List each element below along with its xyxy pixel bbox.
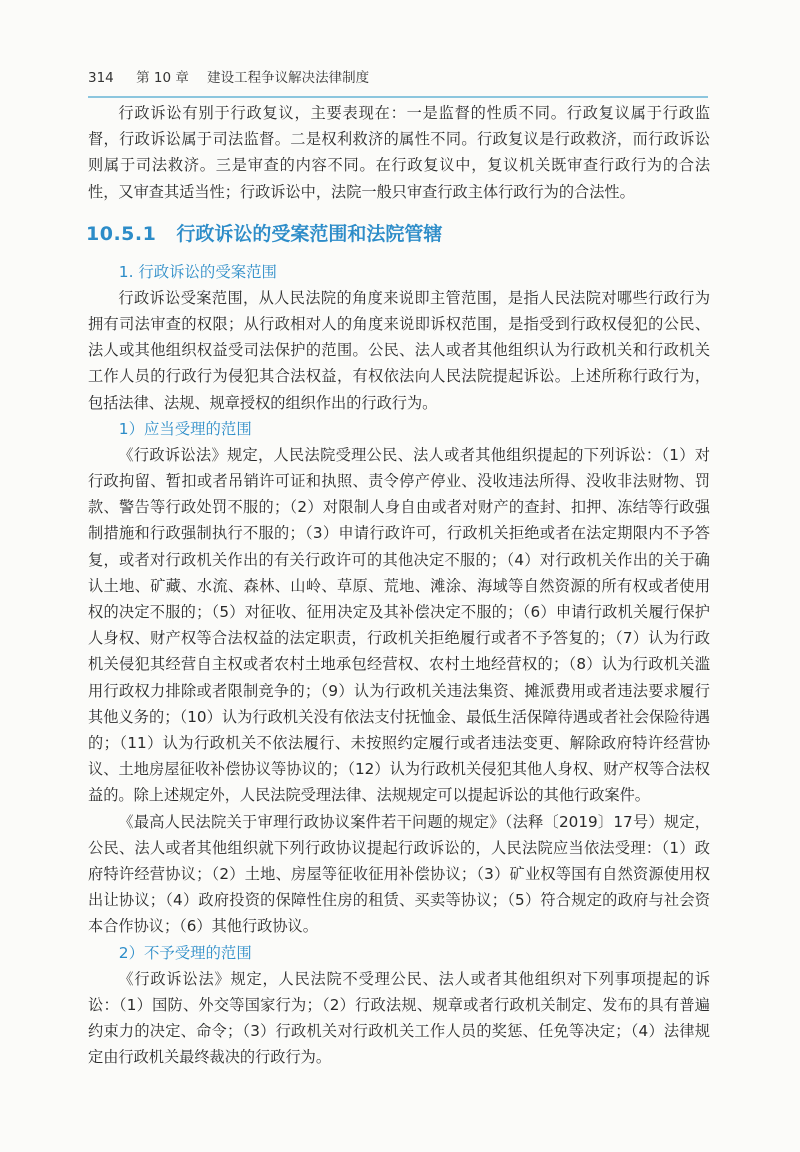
chapter-label: 第 10 章 [136,70,189,86]
page-header [88,66,708,98]
intro-paragraph: 行政诉讼有别于行政复议，主要表现在：一是监督的性质不同。行政复议属于行政监督，行政诉讼属于司法监督。二是权利救济的属性不同。行政复议是行政救济，而行政诉讼则属于司法救济。三是审查的内容不同。在行政复议中，复议机关既审查行政行为的合法性，又审查其适当性；行政诉讼中，法院一般只审查行政主体行政行为的合法性。 [88,104,710,201]
subsection-paragraph: 行政诉讼受案范围，从人民法院的角度来说即主管范围，是指人民法院对哪些行政行为拥有司法审查的权限；从行政相对人的角度来说即诉权范围，是指受到行政权侵犯的公民、法人或其他组织权益受司法保护的范围。公民、法人或者其他组织认为行政机关和行政机关工作人员的行政行为侵犯其合法权益，有权依法向人民法院提起诉讼。上述所称行政行为，包括法律、法规、规章授权的组织作出的行政行为。 [88,288,710,412]
chapter-title: 建设工程争议解决法律制度 [207,70,370,86]
accepted-paragraph-1: 《行政诉讼法》规定，人民法院受理公民、法人或者其他组织提起的下列诉讼：（1）对行政拘留、暂扣或者吊销许可证和执照、责令停产停业、没收违法所得、没收非法财物、罚款、警告等行政处罚不服的；（2）对限制人身自由或者对财产的查封、扣押、冻结等行政强制措施和行政强制执行不服的；（3）申请行政许可，行政机关拒绝或者在法定期限内不予答复，或者对行政机关作出的有关行政许可的其他决定不服的；（4）对行政机关作出的关于确认土地、矿藏、水流、森林、山岭、草原、荒地、滩涂、海域等自然资源的所有权或者使用权的决定不服的；（5）对征收、征用决定及其补偿决定不服的；（6）申请行政机关履行保护人身权、财产权等合法权益的法定职责，行政机关拒绝履行或者不予答复的；（7）认为行政机关侵犯其经营自主权或者农村土地承包经营权、农村土地经营权的；（8）认为行政机关滥用行政权力排除或者限制竞争的；（9）认为行政机关违法集资、摊派费用或者违法要求履行其他义务的；（10）认为行政机关没有依法支付抚恤金、最低生活保障待遇或者社会保险待遇的；（11）认为行政机关不依法履行、未按照约定履行或者违法变更、解除政府特许经营协议、土地房屋征收补偿协议等协议的；（12）认为行政机关侵犯其他人身权、财产权等合法权益的。除上述规定外，人民法院受理法律、法规规定可以提起诉讼的其他行政案件。 [88,445,710,805]
section-number: 10.5.1 [86,222,157,245]
section-title: 行政诉讼的受案范围和法院管辖 [176,222,443,245]
item-heading-accepted: 1）应当受理的范围 [118,419,252,438]
rejected-paragraph: 《行政诉讼法》规定，人民法院不受理公民、法人或者其他组织对下列事项提起的诉讼：（1）国防、外交等国家行为；（2）行政法规、规章或者行政机关制定、发布的具有普遍约束力的决定、命令；（3）行政机关对行政机关工作人员的奖惩、任免等决定；（4）法律规定由行政机关最终裁决的行政行为。 [88,969,710,1067]
page-number: 314 [88,70,114,86]
subsection-heading: 1. 行政诉讼的受案范围 [118,262,277,281]
section-heading [86,220,710,248]
item-heading-rejected: 2）不予受理的范围 [118,943,252,962]
page-body [88,100,710,1071]
accepted-paragraph-2: 《最高人民法院关于审理行政协议案件若干问题的规定》（法释〔2019〕17号）规定，公民、法人或者其他组织就下列行政协议提起行政诉讼的，人民法院应当依法受理：（1）政府特许经营协议；（2）土地、房屋等征收征用补偿协议；（3）矿业权等国有自然资源使用权出让协议；（4）政府投资的保障性住房的租赁、买卖等协议；（5）符合规定的政府与社会资本合作协议；（6）其他行政协议。 [88,812,710,936]
